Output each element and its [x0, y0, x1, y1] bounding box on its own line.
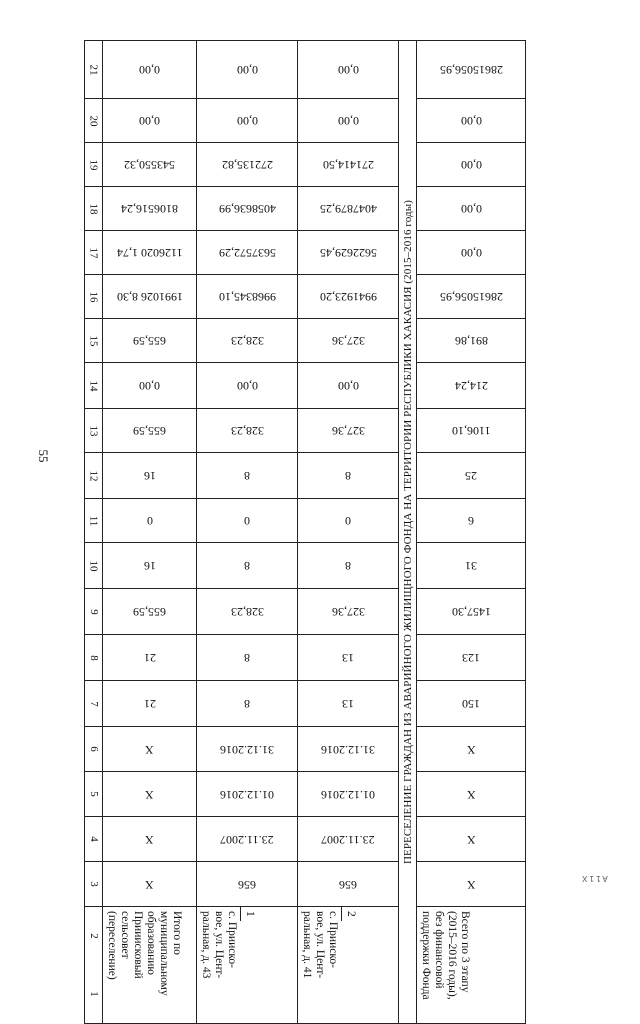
column-number-cell	[85, 543, 103, 589]
column-number-cell	[85, 772, 103, 817]
row-name-cell	[103, 907, 197, 1024]
table-cell	[197, 499, 298, 543]
table-cell	[298, 499, 399, 543]
cell-value: 23.11.2007	[321, 832, 375, 847]
table-cell	[417, 41, 526, 99]
table-cell	[103, 635, 197, 681]
table-cell	[197, 589, 298, 635]
table-column-20	[85, 99, 526, 143]
cell-value: 271414,50	[322, 158, 374, 172]
cell-value: 8	[345, 559, 351, 573]
cell-value: 327,36	[331, 334, 365, 348]
cell-value: 28615056,95	[439, 63, 503, 77]
cell-value: 0,00	[460, 158, 482, 172]
table-column-6	[85, 727, 526, 772]
cell-value: 327,36	[331, 605, 365, 619]
table-cell	[197, 727, 298, 772]
table-column-13	[85, 409, 526, 453]
section-title: ПЕРЕСЕЛЕНИЕ ГРАЖДАН ИЗ АВАРИЙНОГО ЖИЛИЩНОГО ФОНДА НА ТЕРРИТОРИИ РЕСПУБЛИКИ ХАКАСИЯ (2015–2016 годы)	[401, 199, 414, 865]
cell-value: 9968345,10	[218, 290, 276, 304]
table-cell	[197, 817, 298, 862]
column-number: 1	[87, 991, 100, 997]
table-cell	[417, 231, 526, 275]
row-name: Итого по муниципальному образованию Прииисковый сельсовет (переселение)	[106, 911, 183, 996]
cell-value: 8106516,24	[121, 202, 178, 216]
cell-value: 13	[342, 651, 354, 665]
row-name: с. Прииско- вое, ул. Цент- ральная, д. 41	[301, 911, 339, 979]
cell-value: 8	[244, 697, 250, 711]
cell-value: 328,23	[230, 424, 264, 438]
cell-value: 328,23	[230, 334, 264, 348]
table-cell	[103, 363, 197, 409]
column-number-cell	[85, 499, 103, 543]
table-cell	[197, 275, 298, 319]
table-column-1	[85, 907, 526, 1024]
cell-value: 214,24	[454, 379, 488, 393]
cell-value: 0,00	[139, 379, 160, 393]
table-cell	[197, 363, 298, 409]
table-cell	[417, 453, 526, 499]
table-column-5	[85, 772, 526, 817]
cell-value: 543550,32	[124, 158, 175, 172]
row-name-cell	[298, 907, 399, 1024]
table-cell	[103, 543, 197, 589]
cell-value: X	[466, 742, 476, 757]
cell-value: 21	[143, 697, 156, 711]
table-cell	[103, 41, 197, 99]
table-cell	[298, 862, 399, 907]
table-cell	[103, 319, 197, 363]
table-cell	[103, 453, 197, 499]
cell-value: X	[145, 832, 154, 847]
table-cell	[298, 187, 399, 231]
cell-value: 0,00	[236, 114, 258, 128]
cell-value: 16	[143, 469, 156, 483]
table-column-9	[85, 589, 526, 635]
table-cell	[197, 143, 298, 187]
cell-value: 01.12.2016	[321, 787, 375, 802]
column-number: 2	[87, 933, 100, 939]
cell-value: 4047879,25	[319, 202, 377, 216]
cell-value: 655,59	[133, 334, 166, 348]
table-cell	[417, 275, 526, 319]
column-number-cell	[85, 319, 103, 363]
table-column-3	[85, 862, 526, 907]
table-cell	[298, 681, 399, 727]
cell-value: 16	[143, 559, 156, 573]
table-cell	[103, 409, 197, 453]
table-cell	[298, 41, 399, 99]
table-column-11	[85, 499, 526, 543]
cell-value: 0,00	[337, 63, 359, 77]
column-number: 4	[87, 836, 100, 842]
column-number: 15	[87, 335, 100, 346]
table-cell	[298, 727, 399, 772]
table-cell	[103, 231, 197, 275]
corner-mark: A 1 1 X	[582, 874, 608, 883]
column-number-cell	[85, 363, 103, 409]
cell-value: X	[145, 742, 154, 757]
table-column-8	[85, 635, 526, 681]
cell-value: 1126020 1,74	[116, 246, 183, 260]
page-number: 55	[36, 449, 51, 463]
cell-value: 891,86	[454, 334, 488, 348]
column-number: 6	[87, 746, 100, 752]
column-number: 8	[87, 654, 100, 661]
cell-value: 656	[339, 877, 357, 892]
cell-value: 25	[465, 469, 477, 483]
column-number-cell	[85, 635, 103, 681]
cell-value: 23.11.2007	[220, 832, 274, 847]
cell-value: 31.12.2016	[321, 742, 375, 757]
table-column-7	[85, 681, 526, 727]
table-cell	[298, 143, 399, 187]
cell-value: X	[145, 877, 154, 892]
cell-value: 31	[465, 559, 477, 573]
table-column-18	[85, 187, 526, 231]
table-cell	[103, 727, 197, 772]
column-number: 18	[87, 203, 100, 214]
cell-value: X	[466, 787, 476, 802]
table-column-12	[85, 453, 526, 499]
table-cell	[197, 99, 298, 143]
table-cell	[298, 453, 399, 499]
cell-value: 655,59	[133, 424, 166, 438]
cell-value: 8	[244, 651, 250, 665]
cell-value: 0,00	[460, 246, 482, 260]
table-column-21	[85, 41, 526, 99]
column-number: 14	[87, 380, 100, 391]
table-cell	[197, 41, 298, 99]
table-cell	[103, 499, 197, 543]
table-cell	[197, 772, 298, 817]
cell-value: 0,00	[139, 63, 160, 77]
cell-value: 656	[238, 877, 256, 892]
table-cell	[298, 543, 399, 589]
column-number: 3	[87, 881, 100, 887]
column-number-cell	[85, 275, 103, 319]
column-number-cell	[85, 187, 103, 231]
table-cell	[417, 772, 526, 817]
column-number-cell	[85, 143, 103, 187]
column-number-cell	[85, 907, 103, 1024]
table-column-17	[85, 231, 526, 275]
cell-value: 150	[462, 697, 480, 711]
cell-value: 1991026 8,30	[116, 290, 183, 304]
column-number: 11	[87, 515, 100, 526]
table-cell	[197, 187, 298, 231]
cell-value: 0,00	[236, 379, 258, 393]
cell-value: 6	[468, 514, 474, 528]
table-cell	[417, 543, 526, 589]
column-number-cell	[85, 817, 103, 862]
table-cell	[417, 409, 526, 453]
table-cell	[298, 99, 399, 143]
cell-value: 0,00	[139, 114, 160, 128]
table-cell	[417, 499, 526, 543]
column-number-cell	[85, 681, 103, 727]
table-cell	[417, 589, 526, 635]
table-column-19	[85, 143, 526, 187]
cell-value: 13	[342, 697, 354, 711]
resettlement-table	[84, 40, 526, 1024]
section-title-cell	[399, 41, 417, 1024]
cell-value: 01.12.2016	[220, 787, 274, 802]
cell-value: 327,36	[331, 424, 365, 438]
table-cell	[197, 635, 298, 681]
table-cell	[197, 319, 298, 363]
column-number-cell	[85, 589, 103, 635]
table-cell	[197, 862, 298, 907]
column-number-cell	[85, 727, 103, 772]
table-cell	[103, 589, 197, 635]
table-cell	[417, 727, 526, 772]
table-cell	[298, 817, 399, 862]
cell-value: X	[466, 877, 476, 892]
cell-value: 328,23	[230, 605, 264, 619]
table-cell	[298, 363, 399, 409]
cell-value: 21	[143, 651, 156, 665]
cell-value: 1457,30	[451, 605, 491, 619]
table-cell	[298, 409, 399, 453]
column-number-cell	[85, 41, 103, 99]
cell-value: 0	[244, 514, 250, 528]
column-number: 19	[87, 159, 100, 170]
cell-value: 0,00	[337, 114, 359, 128]
column-number: 17	[87, 247, 100, 258]
column-number: 20	[87, 115, 100, 126]
table-cell	[417, 817, 526, 862]
cell-value: 0,00	[460, 202, 482, 216]
cell-value: 272135,82	[221, 158, 273, 172]
cell-value: 8	[244, 469, 250, 483]
cell-value: 28615056,95	[439, 290, 503, 304]
cell-value: 0,00	[337, 379, 359, 393]
table-cell	[103, 99, 197, 143]
table-cell	[417, 99, 526, 143]
column-number: 21	[87, 64, 100, 75]
table-cell	[103, 772, 197, 817]
table-cell	[103, 817, 197, 862]
cell-value: 655,59	[133, 605, 166, 619]
table-cell	[417, 681, 526, 727]
table-column-14	[85, 363, 526, 409]
table-cell	[197, 231, 298, 275]
table-cell	[197, 681, 298, 727]
table-cell	[417, 319, 526, 363]
table-cell	[417, 635, 526, 681]
table-cell	[197, 409, 298, 453]
cell-value: 0,00	[236, 63, 258, 77]
table-cell	[417, 143, 526, 187]
column-number: 7	[87, 700, 100, 707]
table-cell	[417, 363, 526, 409]
cell-value: X	[466, 832, 476, 847]
table-cell	[298, 589, 399, 635]
table-cell	[103, 681, 197, 727]
table-column-10	[85, 543, 526, 589]
column-number: 5	[87, 791, 100, 797]
row-number: 1	[240, 907, 258, 921]
row-number: 2	[341, 907, 359, 921]
cell-value: X	[145, 787, 154, 802]
table-column-4	[85, 817, 526, 862]
table-cell	[197, 453, 298, 499]
table-cell	[298, 772, 399, 817]
table-cell	[103, 143, 197, 187]
column-number: 13	[87, 425, 100, 436]
cell-value: 8	[244, 559, 250, 573]
cell-value: 31.12.2016	[220, 742, 274, 757]
cell-value: 0	[146, 514, 153, 528]
table-cell	[298, 635, 399, 681]
cell-value: 1106,10	[451, 424, 491, 438]
column-number: 16	[87, 291, 100, 302]
cell-value: 8	[345, 469, 351, 483]
table-cell	[417, 187, 526, 231]
cell-value: 4058636,99	[218, 202, 276, 216]
row-name: Всего по 3 этапу (2015–2016 годы), без финансовой поддержки Фонда	[420, 911, 471, 1000]
column-number: 12	[87, 470, 100, 481]
row-name-cell	[417, 907, 526, 1024]
cell-value: 0	[345, 514, 351, 528]
column-number-cell	[85, 862, 103, 907]
table-cell	[417, 862, 526, 907]
table-cell	[298, 231, 399, 275]
table-column-15	[85, 319, 526, 363]
table-column-16	[85, 275, 526, 319]
row-name-cell	[197, 907, 298, 1024]
cell-value: 0,00	[460, 114, 482, 128]
column-number-cell	[85, 99, 103, 143]
row-name: с. Прииско- вое, ул. Цент- ральная, д. 43	[200, 911, 238, 979]
column-number-cell	[85, 453, 103, 499]
column-number-cell	[85, 409, 103, 453]
table-cell	[103, 862, 197, 907]
cell-value: 9941923,20	[319, 290, 377, 304]
column-number: 10	[87, 560, 100, 571]
column-number-cell	[85, 231, 103, 275]
cell-value: 5622629,45	[319, 246, 377, 260]
table-cell	[103, 275, 197, 319]
table-cell	[103, 187, 197, 231]
cell-value: 5637572,29	[218, 246, 276, 260]
table-cell	[197, 543, 298, 589]
table-cell	[298, 319, 399, 363]
table-cell	[298, 275, 399, 319]
column-number: 9	[87, 608, 100, 615]
cell-value: 123	[462, 651, 480, 665]
